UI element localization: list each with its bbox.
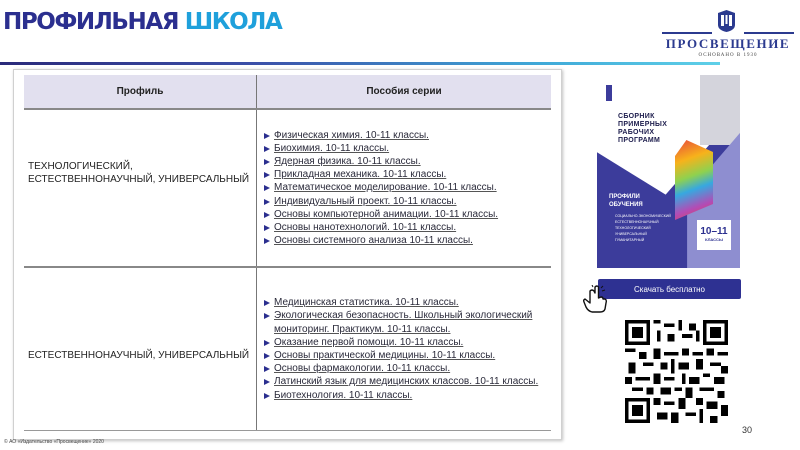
book-link[interactable]: Прикладная механика. 10-11 классы. [263,168,498,181]
download-free-button[interactable]: Скачать бесплатно [598,279,741,299]
cover-grade-badge: 10–11 КЛАССЫ [697,220,731,250]
book-link[interactable]: Медицинская статистика. 10-11 классы. [263,296,545,309]
table-row [24,268,551,431]
books-cell [257,110,551,266]
book-link[interactable]: Физическая химия. 10-11 классы. [263,129,498,142]
book-link[interactable]: Основы компьютерной анимации. 10-11 классы. [263,208,498,221]
page-number: 30 [742,425,753,435]
header-divider [0,62,720,65]
book-link[interactable]: Основы системного анализа 10-11 классы. [263,234,498,247]
book-list [263,129,498,248]
header-books: Пособия серии [366,86,442,97]
book-link[interactable]: Основы нанотехнологий. 10-11 классы. [263,221,498,234]
title-word-2: ШКОЛА [184,9,282,35]
cover-title: СБОРНИК ПРИМЕРНЫХ РАБОЧИХ ПРОГРАММ [618,113,668,144]
book-link[interactable]: Биохимия. 10-11 классы. [263,142,498,155]
cover-publisher-tag-icon [606,85,612,101]
publisher-logo [660,8,795,63]
book-link[interactable]: Экологическая безопасность. Школьный экологический мониторинг. Практикум. 10-11 классы. [263,309,545,335]
book-link[interactable]: Основы практической медицины. 10-11 классы. [263,349,545,362]
book-link[interactable]: Основы фармакологии. 10-11 классы. [263,362,545,375]
book-link[interactable]: Оказание первой помощи. 10-11 классы. [263,336,545,349]
book-cover[interactable] [597,75,740,268]
profile-cell: ЕСТЕСТВЕННОНАУЧНЫЙ, УНИВЕРСАЛЬНЫЙ [24,268,257,430]
publisher-emblem-icon [717,10,736,32]
copyright-text: © АО «Издательство «Просвещение» 2020 [4,439,104,445]
series-table-card [13,69,562,440]
header-profile: Профиль [24,75,257,108]
qr-code[interactable] [625,320,728,423]
book-link[interactable]: Индивидуальный проект. 10-11 классы. [263,195,498,208]
logo-rule-right [744,32,794,34]
cover-profiles-heading: ПРОФИЛИ ОБУЧЕНИЯ [609,194,643,208]
table-row [24,110,551,268]
page-title [3,8,281,36]
hand-pointer-icon [582,285,610,313]
table-header [24,75,551,110]
book-list [263,296,545,402]
logo-rule-left [662,32,712,34]
book-link[interactable]: Латинский язык для медицинских классов. 10-11 классы. [263,375,545,388]
cover-bg-grey [700,75,740,145]
books-cell [257,268,551,430]
book-link[interactable]: Биотехнология. 10-11 классы. [263,389,545,402]
publisher-since: ОСНОВАНО В 1930 [698,53,758,58]
book-link[interactable]: Математическое моделирование. 10-11 классы. [263,181,498,194]
publisher-name: ПРОСВЕЩЕНИЕ [665,36,791,51]
profile-cell: ТЕХНОЛОГИЧЕСКИЙ, ЕСТЕСТВЕННОНАУЧНЫЙ, УНИВЕРСАЛЬНЫЙ [24,110,257,266]
series-table [24,75,551,431]
title-word-1: ПРОФИЛЬНАЯ [3,9,179,35]
cover-profiles-list: СОЦИАЛЬНО-ЭКОНОМИЧЕСКИЙ ЕСТЕСТВЕННОНАУЧНЫЙ ТЕХНОЛОГИЧЕСКИЙ УНИВЕРСАЛЬНЫЙ ГУМАНИТАРНЫЙ [615,214,671,242]
book-link[interactable]: Ядерная физика. 10-11 классы. [263,155,498,168]
